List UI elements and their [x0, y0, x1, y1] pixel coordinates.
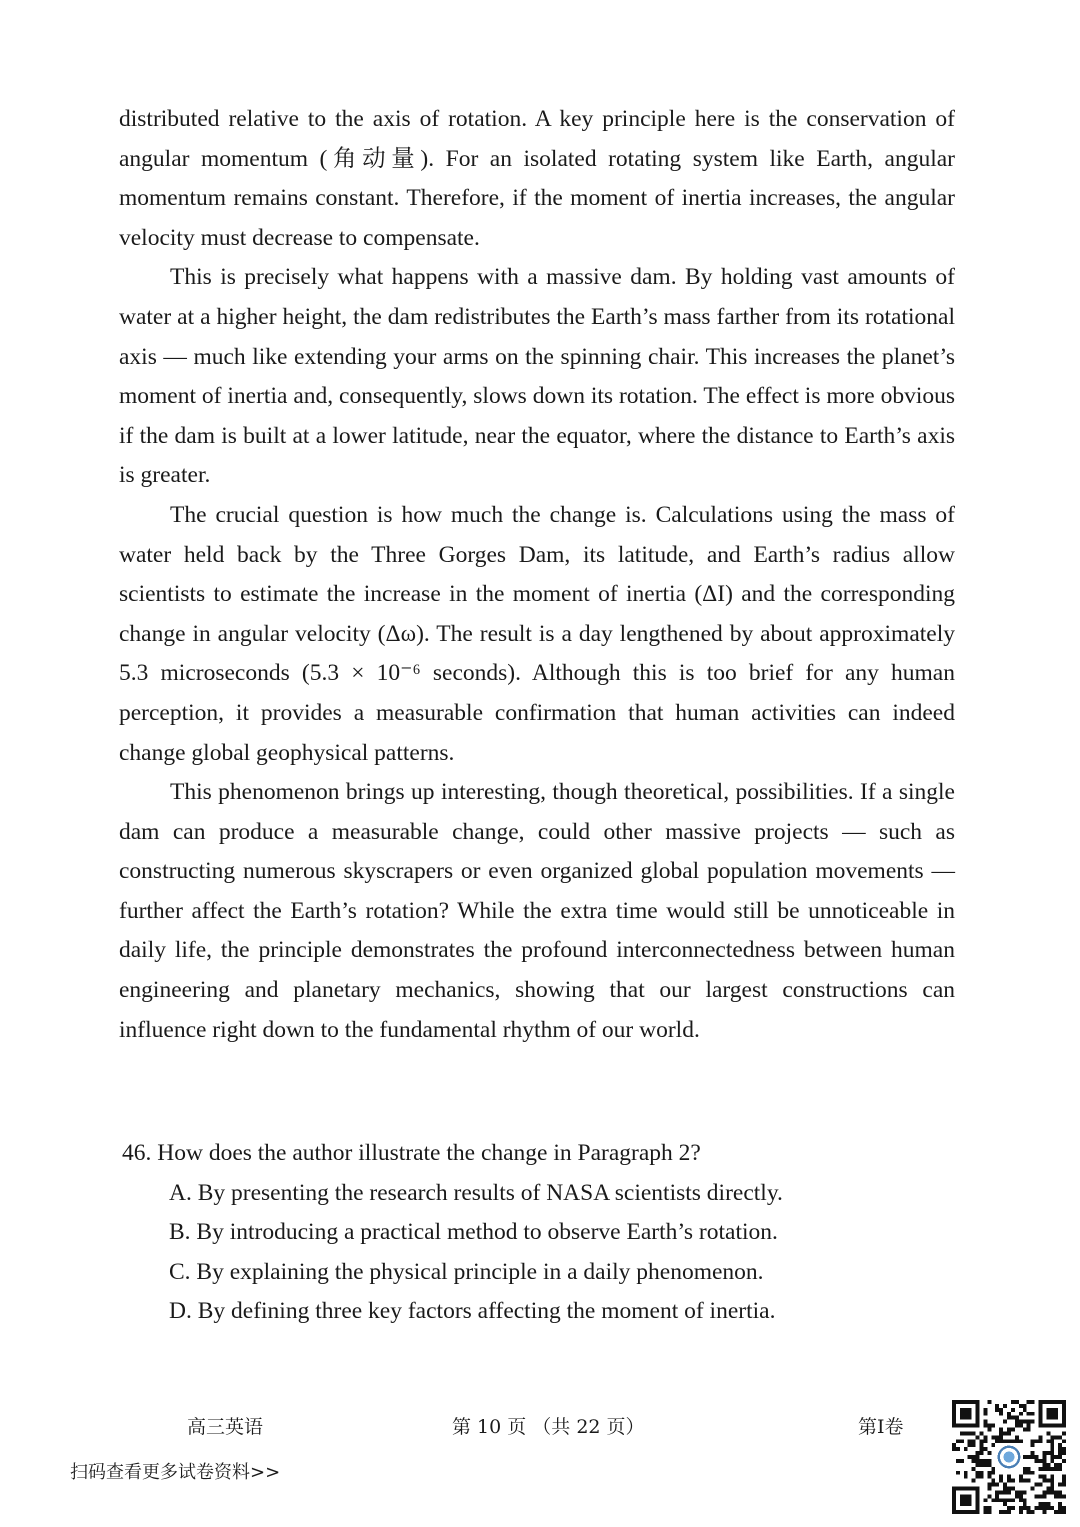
qr-code-icon[interactable]: [952, 1400, 1066, 1514]
footer-volume: 第I卷: [858, 1416, 904, 1438]
passage-paragraph-4: This phenomenon brings up interesting, though theoretical, possibilities. If a single dam can produce a measurable change, could other massive projects — such as constructing numerous skyscrapers or even organized global population movements — further affect the Earth’s rotation? While the extra time would still be unnoticeable in daily life, the principle demonstrates the profound interconnectedness between human engineering and planetary mechanics, showing that our largest constructions can influence right down to the fundamental rhythm of our world.: [119, 779, 955, 1043]
question-stem: 46. How does the author illustrate the change in Paragraph 2?: [122, 1140, 701, 1166]
passage-paragraph-2: This is precisely what happens with a massive dam. By holding vast amounts of water at a higher height, the dam redistributes the Earth’s mass farther from its rotational axis — much like extending your arms on the spinning chair. This increases the planet’s moment of inertia and, consequently, slows down its rotation. The effect is more obvious if the dam is built at a lower latitude, near the equator, where the distance to Earth’s axis is greater.: [119, 264, 955, 489]
option-b[interactable]: B. By introducing a practical method to observe Earth’s rotation.: [169, 1219, 778, 1246]
option-c[interactable]: C. By explaining the physical principle in a daily phenomenon.: [169, 1258, 764, 1285]
question-46: [122, 1134, 942, 1332]
page-footer: [0, 1412, 1080, 1442]
reading-passage: [119, 100, 955, 1050]
footer-page-number: 第 10 页 （共 22 页）: [452, 1416, 645, 1438]
passage-paragraph-3: The crucial question is how much the change is. Calculations using the mass of water held back by the Three Gorges Dam, its latitude, and Earth’s radius allow scientists to estimate the increase in the moment of inertia (ΔI) and the corresponding change in angular velocity (Δω). The result is a day lengthened by about approximately 5.3 microseconds (5.3 × 10⁻⁶ seconds). Although this is too brief for any human perception, it provides a measurable confirmation that human activities can indeed change global geophysical patterns.: [119, 501, 955, 766]
footer-subject: 高三英语: [187, 1416, 264, 1438]
passage-paragraph-1: distributed relative to the axis of rotation. A key principle here is the conservation of angular momentum (角动量). For an isolated rotating system like Earth, angular momentum remains constant. Therefore, if the moment of inertia increases, the angular velocity must decrease to compensate.: [119, 106, 955, 251]
scan-prompt-link[interactable]: 扫码查看更多试卷资料>>: [70, 1462, 281, 1483]
answer-options: [122, 1174, 942, 1332]
option-d[interactable]: D. By defining three key factors affecting the moment of inertia.: [169, 1298, 776, 1325]
option-a[interactable]: A. By presenting the research results of NASA scientists directly.: [169, 1179, 783, 1206]
